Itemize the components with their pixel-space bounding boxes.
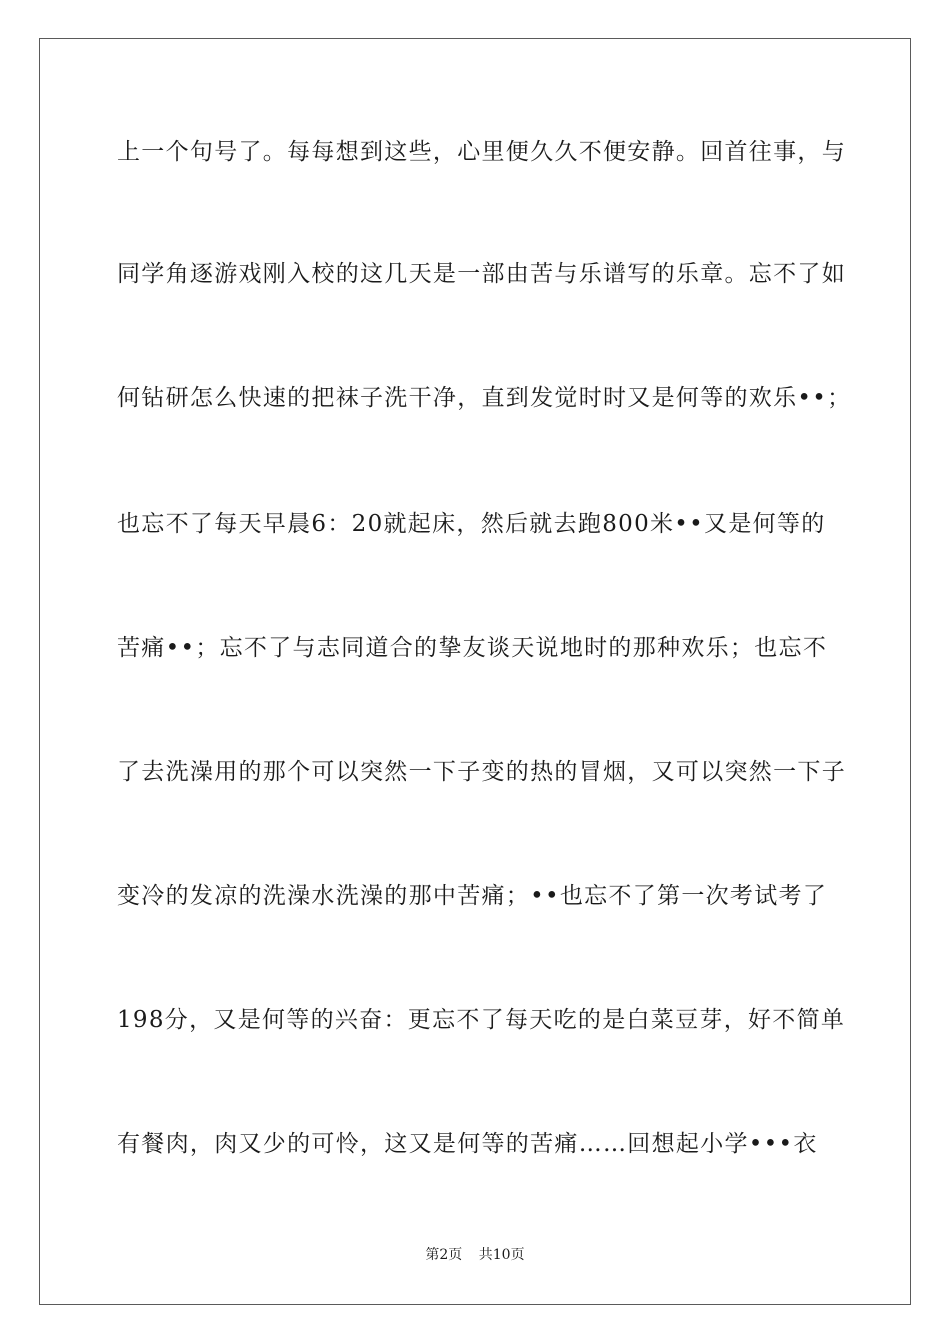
page-footer (0, 1246, 950, 1264)
text-line: 上一个句号了。每每想到这些，心里便久久不便安静。回首往事，与 (117, 139, 846, 165)
page-border (39, 38, 911, 1305)
page-number: 第2页 (425, 1247, 463, 1263)
text-line: 何钻研怎么快速的把袜子洗干净，直到发觉时时又是何等的欢乐••； (117, 385, 852, 411)
text-line: 变冷的发凉的洗澡水洗澡的那中苦痛；••也忘不了第一次考试考了 (117, 883, 828, 909)
text-line: 同学角逐游戏刚入校的这几天是一部由苦与乐谱写的乐章。忘不了如 (117, 261, 846, 287)
text-line: 了去洗澡用的那个可以突然一下子变的热的冒烟，又可以突然一下子 (117, 759, 846, 785)
text-line: 198分，又是何等的兴奋：更忘不了每天吃的是白菜豆芽，好不简单 (117, 1007, 846, 1033)
page-total: 共10页 (478, 1247, 525, 1263)
text-line: 苦痛••；忘不了与志同道合的挚友谈天说地时的那种欢乐；也忘不 (117, 635, 828, 661)
text-line: 也忘不了每天早晨6：20就起床，然后就去跑800米••又是何等的 (117, 511, 826, 537)
text-line: 有餐肉，肉又少的可怜，这又是何等的苦痛……回想起小学•••衣 (117, 1131, 818, 1157)
